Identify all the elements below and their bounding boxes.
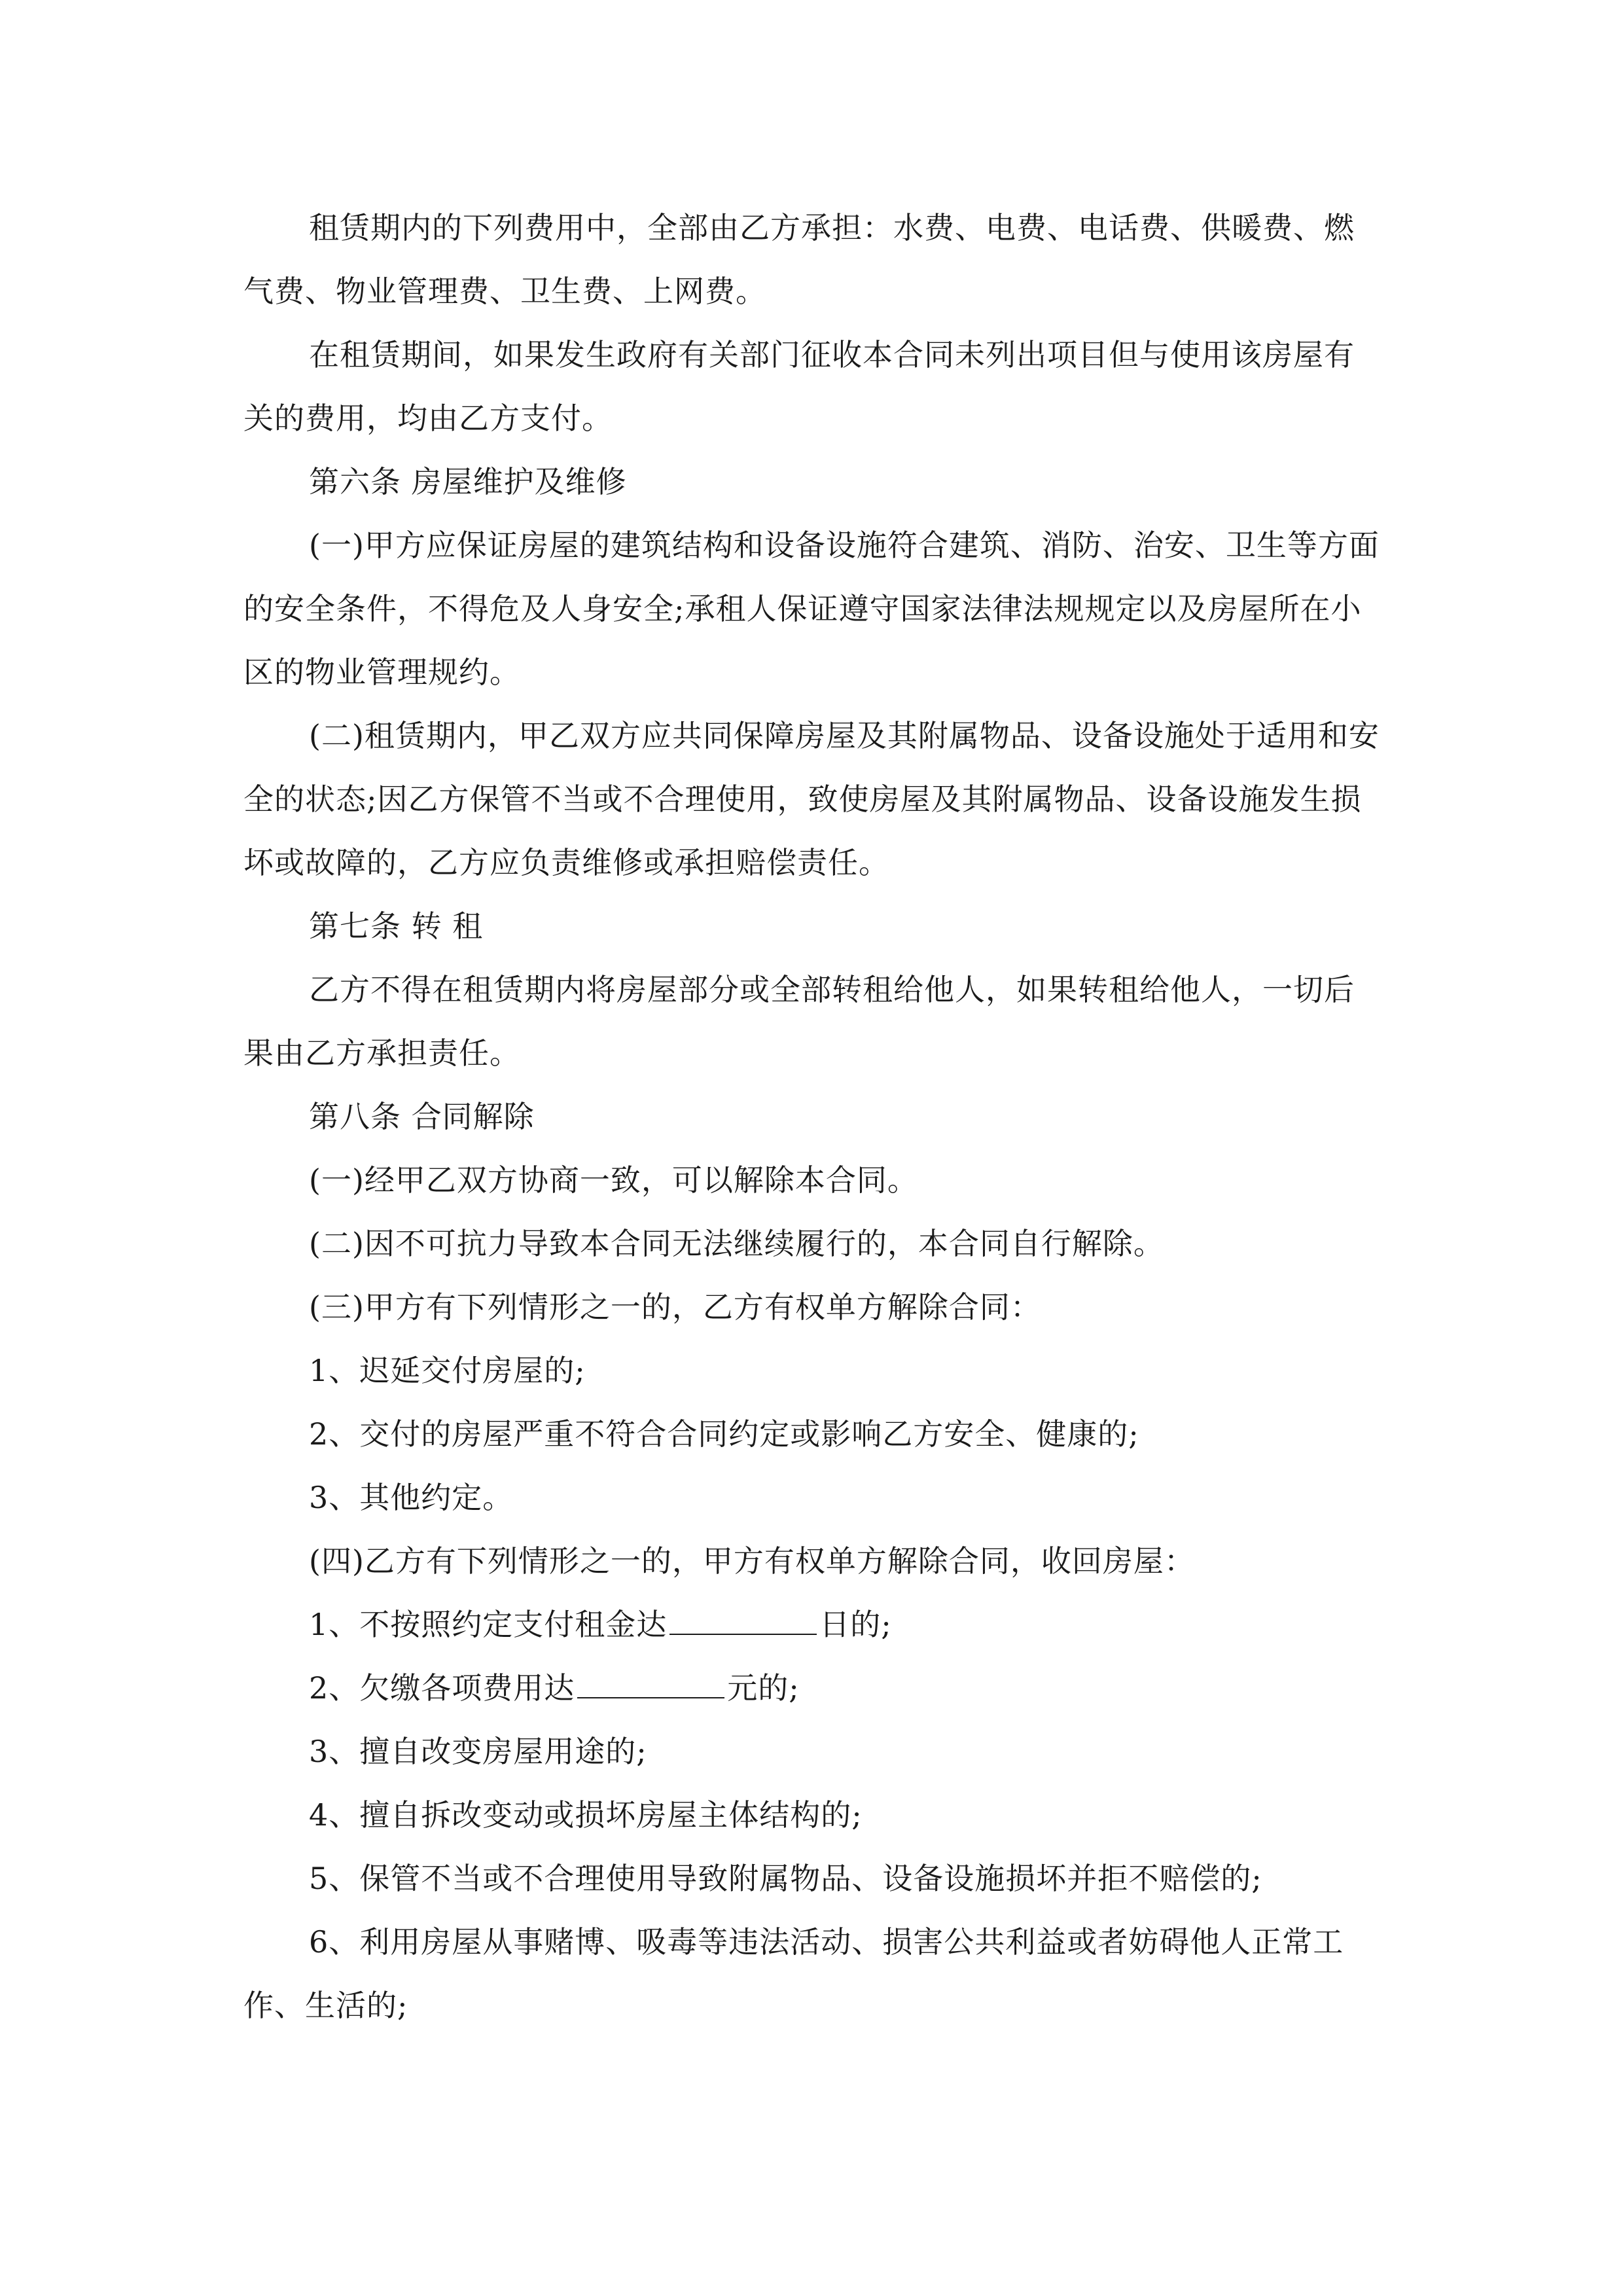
list-item-8-4-2-text: 2、欠缴各项费用达 [309, 1670, 575, 1706]
rent-days-blank[interactable] [669, 1604, 817, 1635]
paragraph-sublease: 乙方不得在租赁期内将房屋部分或全部转租给他人，如果转租给他人，一切后果由乙方承担责任。 [243, 972, 1355, 1071]
fee-amount-blank[interactable] [577, 1667, 724, 1698]
list-item-8-3-3: 3、其他约定。 [309, 1480, 514, 1515]
list-item-8-4-1-suffix: 日的; [819, 1607, 892, 1642]
paragraph-8-4: (四)乙方有下列情形之一的，甲方有权单方解除合同，收回房屋： [309, 1543, 1195, 1579]
list-item-8-4-6: 6、利用房屋从事赌博、吸毒等违法活动、损害公共利益或者妨碍他人正常工作、生活的; [243, 1924, 1344, 2023]
paragraph-6-2: (二)租赁期内，甲乙双方应共同保障房屋及其附属物品、设备设施处于适用和安全的状态;因乙方保管不当或不合理使用，致使房屋及其附属物品、设备设施发生损坏或故障的，乙方应负责维修或承担赔偿责任。 [243, 718, 1380, 880]
paragraph-8-1: (一)经甲乙双方协商一致，可以解除本合同。 [309, 1162, 918, 1198]
list-item-8-4-5: 5、保管不当或不合理使用导致附属物品、设备设施损坏并拒不赔偿的; [309, 1861, 1262, 1896]
paragraph-8-3: (三)甲方有下列情形之一的，乙方有权单方解除合同： [309, 1289, 1041, 1325]
paragraph-8-2: (二)因不可抗力导致本合同无法继续履行的，本合同自行解除。 [309, 1226, 1164, 1261]
list-item-8-4-2-suffix: 元的; [727, 1670, 800, 1706]
list-item-8-4-4: 4、擅自拆改变动或损坏房屋主体结构的; [309, 1797, 863, 1833]
list-item-8-4-3: 3、擅自改变房屋用途的; [309, 1734, 647, 1769]
list-item-8-4-1 [243, 1593, 1382, 1657]
paragraph-6-1: (一)甲方应保证房屋的建筑结构和设备设施符合建筑、消防、治安、卫生等方面的安全条件，不得危及人身安全;承租人保证遵守国家法律法规规定以及房屋所在小区的物业管理规约。 [243, 528, 1380, 690]
list-item-8-4-2 [243, 1657, 1382, 1720]
heading-article-6: 第六条 房屋维护及维修 [309, 464, 627, 499]
paragraph-government-fees: 在租赁期间，如果发生政府有关部门征收本合同未列出项目但与使用该房屋有关的费用，均由乙方支付。 [243, 337, 1355, 436]
list-item-8-3-2: 2、交付的房屋严重不符合合同约定或影响乙方安全、健康的; [309, 1416, 1139, 1452]
list-item-8-4-1-text: 1、不按照约定支付租金达 [309, 1607, 668, 1642]
paragraph-expenses: 租赁期内的下列费用中，全部由乙方承担：水费、电费、电话费、供暖费、燃气费、物业管理费、卫生费、上网费。 [243, 210, 1355, 309]
list-item-8-3-1: 1、迟延交付房屋的; [309, 1353, 586, 1388]
heading-article-7: 第七条 转 租 [309, 908, 484, 944]
heading-article-8: 第八条 合同解除 [309, 1099, 535, 1134]
